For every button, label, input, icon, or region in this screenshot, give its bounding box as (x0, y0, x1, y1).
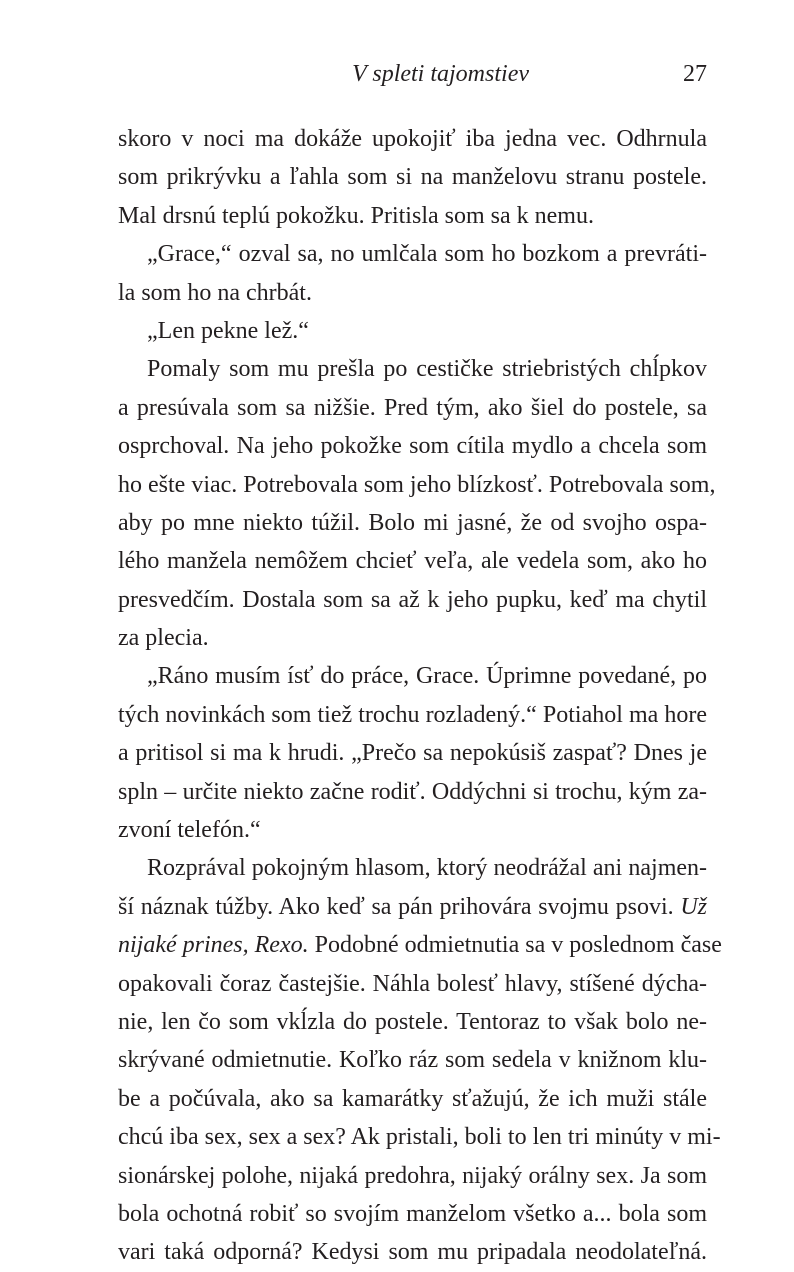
text-line: bola ochotná robiť so svojím manželom všetko a... bola som (118, 1200, 707, 1227)
text-line (118, 888, 707, 926)
text-line: som prikrývku a ľahla som si na manželovu stranu postele. (118, 164, 707, 191)
text-line: la som ho na chrbát. (118, 279, 312, 306)
text-line: chcú iba sex, sex a sex? Ak pristali, boli to len tri minúty v mi- (118, 1124, 721, 1151)
text-line: presvedčím. Dostala som sa až k jeho pupku, keď ma chytil (118, 586, 707, 613)
text-line: vari taká odporná? Kedysi som mu pripadala neodolateľná. (118, 1239, 707, 1266)
text-line (118, 312, 707, 350)
text-line (118, 657, 707, 695)
text-line: a pritisol si ma k hrudi. „Prečo sa nepokúsiš zaspať? Dnes je (118, 740, 707, 767)
text-line: skrývané odmietnutie. Koľko ráz som sedela v knižnom klu- (118, 1047, 707, 1074)
page-number: 27 (683, 61, 707, 87)
text-line: ho ešte viac. Potrebovala som jeho blízkosť. Potrebovala som, (118, 471, 716, 498)
text-line-content: Rozprával pokojným hlasom, ktorý neodrážal ani najmen- (147, 855, 707, 882)
running-head (118, 56, 707, 96)
text-line: spln – určite niekto začne rodiť. Oddýchni si trochu, kým za- (118, 778, 707, 805)
text-line: zvoní telefón.“ (118, 817, 261, 844)
text-line: za plecia. (118, 625, 209, 652)
text-line (118, 849, 707, 887)
text-line: nie, len čo som vkĺzla do postele. Tentoraz to však bolo ne- (118, 1008, 707, 1035)
text-line-content: „Ráno musím ísť do práce, Grace. Úprimne povedané, po (147, 663, 707, 690)
text-line-content: Pomaly som mu prešla po cestičke striebristých chĺpkov (147, 356, 707, 383)
text-line (118, 235, 707, 273)
italic-phrase: Už (680, 893, 708, 920)
text-line-content: Podobné odmietnutia sa v poslednom čase (314, 932, 722, 959)
running-title: V spleti tajomstiev (352, 61, 529, 87)
body-text (118, 120, 722, 1272)
text-line: be a počúvala, ako sa kamarátky sťažujú, že ich muži stále (118, 1085, 707, 1112)
text-line (118, 926, 722, 964)
text-line-content: ší náznak túžby. Ako keď sa pán prihovára svojmu psovi. (118, 893, 674, 920)
text-line: sionárskej polohe, nijaká predohra, nijaký orálny sex. Ja som (118, 1162, 707, 1189)
text-line-content: „Grace,“ ozval sa, no umlčala som ho bozkom a prevráti- (147, 241, 707, 268)
text-line: osprchoval. Na jeho pokožke som cítila mydlo a chcela som (118, 433, 707, 460)
text-line: aby po mne niekto túžil. Bolo mi jasné, že od svojho ospa- (118, 509, 707, 536)
text-line: lého manžela nemôžem chcieť veľa, ale vedela som, ako ho (118, 548, 707, 575)
italic-phrase: nijaké prines, Rexo. (118, 932, 309, 959)
text-line (118, 350, 707, 388)
text-line: opakovali čoraz častejšie. Náhla bolesť hlavy, stíšené dýcha- (118, 970, 707, 997)
text-line: Mal drsnú teplú pokožku. Pritisla som sa k nemu. (118, 202, 594, 229)
text-line: tých novinkách som tiež trochu rozladený.“ Potiahol ma hore (118, 701, 707, 728)
text-line-content: „Len pekne lež.“ (147, 317, 309, 344)
text-line: a presúvala som sa nižšie. Pred tým, ako šiel do postele, sa (118, 394, 707, 421)
text-line: skoro v noci ma dokáže upokojiť iba jedna vec. Odhrnula (118, 126, 707, 152)
